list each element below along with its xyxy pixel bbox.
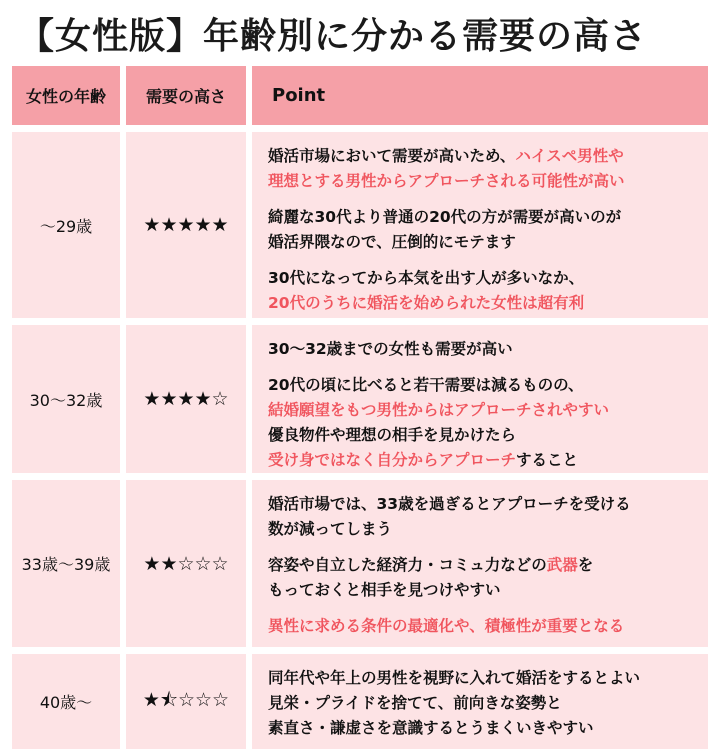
highlight-text: 結婚願望をもつ男性からはアプローチされやすい [268, 401, 610, 419]
highlight-text: 受け身ではなく自分からアプローチ [268, 451, 517, 469]
star-rating: ★★☆☆☆ [126, 480, 246, 647]
point-line [268, 230, 698, 255]
age-cell: ～29歳 [12, 132, 120, 318]
header-point: Point [252, 66, 708, 125]
point-line [268, 517, 698, 542]
point-line [268, 448, 698, 473]
point-line [268, 553, 698, 578]
star-rating: ★★★★☆ [126, 325, 246, 473]
point-text: 婚活市場では、33歳を過ぎるとアプローチを受ける [268, 495, 631, 513]
point-text: 優良物件や理想の相手を見かけたら [268, 426, 517, 444]
point-text: すること [516, 451, 579, 469]
point-text: 綺麗な30代より普通の20代の方が需要が高いのが [268, 208, 622, 226]
point-block [268, 266, 698, 316]
point-block [268, 144, 698, 194]
age-cell: 30～32歳 [12, 325, 120, 473]
point-line [268, 614, 698, 639]
point-line [268, 398, 698, 423]
point-line [268, 337, 698, 362]
point-block [268, 205, 698, 255]
point-text: 30～32歳までの女性も需要が高い [268, 340, 513, 358]
highlight-text: 武器 [546, 556, 578, 574]
point-cell [252, 132, 708, 318]
point-cell [252, 480, 708, 647]
point-cell [252, 654, 708, 749]
point-text: 同年代や年上の男性を視野に入れて婚活をするとよい [268, 669, 641, 687]
page-title: 【女性版】年齢別に分かる需要の高さ [18, 16, 648, 57]
point-block [268, 553, 698, 603]
highlight-text: 異性に求める条件の最適化や、積極性が重要となる [268, 617, 625, 635]
highlight-text: ハイスペ男性や [515, 147, 624, 165]
point-text: もっておくと相手を見つけやすい [268, 581, 501, 599]
point-text: 数が減ってしまう [268, 520, 393, 538]
point-block [268, 337, 698, 362]
highlight-text: 20代のうちに婚活を始められた女性は超有利 [268, 294, 585, 312]
star-rating: ★⯪☆☆☆ [126, 654, 246, 749]
point-line [268, 291, 698, 316]
point-text: 20代の頃に比べると若干需要は減るものの、 [268, 376, 584, 394]
point-line [268, 666, 698, 691]
point-line [268, 144, 698, 169]
age-cell: 33歳～39歳 [12, 480, 120, 647]
point-block [268, 373, 698, 473]
point-line [268, 169, 698, 194]
header-age: 女性の年齢 [12, 66, 120, 125]
star-rating: ★★★★★ [126, 132, 246, 318]
point-text: 見栄・プライドを捨てて、前向きな姿勢と [268, 694, 562, 712]
point-line [268, 716, 698, 741]
point-line [268, 423, 698, 448]
point-line [268, 373, 698, 398]
age-cell: 40歳～ [12, 654, 120, 749]
point-cell [252, 325, 708, 473]
point-text: 婚活界隈なので、圧倒的にモテます [268, 233, 516, 251]
point-line [268, 266, 698, 291]
point-text: 30代になってから本気を出す人が多いなか、 [268, 269, 585, 287]
point-line [268, 205, 698, 230]
demand-table [12, 66, 708, 749]
point-line [268, 578, 698, 603]
highlight-text: 理想とする男性からアプローチされる可能性が高い [268, 172, 625, 190]
point-block [268, 614, 698, 639]
point-text: 容姿や自立した経済力・コミュ力などの [268, 556, 547, 574]
header-demand: 需要の高さ [126, 66, 246, 125]
point-line [268, 492, 698, 517]
point-text: 素直さ・謙虚さを意識するとうまくいきやすい [268, 719, 594, 737]
point-text: を [577, 556, 594, 574]
point-block [268, 666, 698, 741]
point-line [268, 691, 698, 716]
point-text: 婚活市場において需要が高いため、 [268, 147, 516, 165]
point-block [268, 492, 698, 542]
